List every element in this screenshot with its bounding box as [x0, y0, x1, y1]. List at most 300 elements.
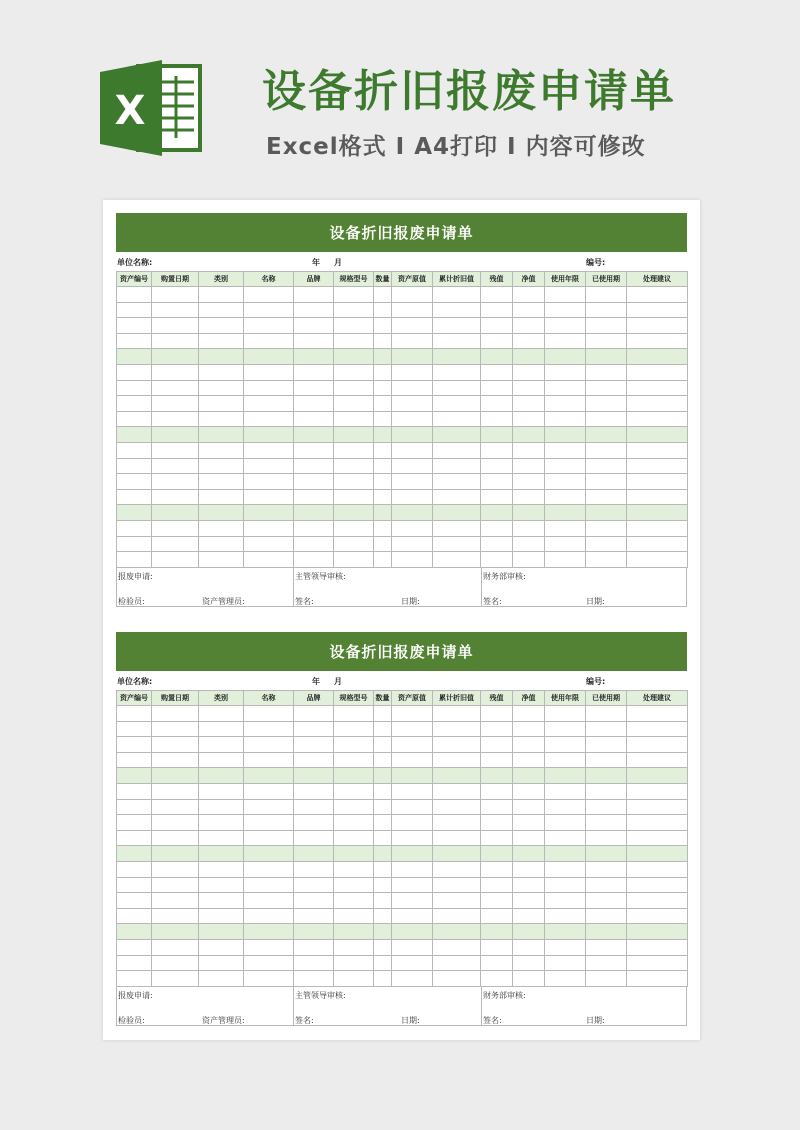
- table-cell[interactable]: [513, 971, 545, 987]
- table-cell[interactable]: [433, 287, 481, 303]
- table-cell[interactable]: [244, 505, 294, 521]
- table-cell[interactable]: [152, 721, 199, 737]
- table-cell[interactable]: [627, 458, 688, 474]
- table-cell[interactable]: [627, 908, 688, 924]
- table-cell[interactable]: [545, 474, 586, 490]
- table-cell[interactable]: [244, 442, 294, 458]
- table-cell[interactable]: [294, 846, 334, 862]
- table-cell[interactable]: [374, 768, 392, 784]
- table-cell[interactable]: [433, 364, 481, 380]
- approval-cell[interactable]: [482, 568, 688, 606]
- table-cell[interactable]: [152, 318, 199, 334]
- table-cell[interactable]: [117, 287, 152, 303]
- table-cell[interactable]: [374, 287, 392, 303]
- table-cell[interactable]: [244, 364, 294, 380]
- table-cell[interactable]: [334, 520, 374, 536]
- table-cell[interactable]: [374, 799, 392, 815]
- table-cell[interactable]: [334, 396, 374, 412]
- table-cell[interactable]: [481, 830, 513, 846]
- table-cell[interactable]: [374, 721, 392, 737]
- table-cell[interactable]: [586, 380, 627, 396]
- table-cell[interactable]: [586, 489, 627, 505]
- table-cell[interactable]: [244, 752, 294, 768]
- table-cell[interactable]: [513, 505, 545, 521]
- table-cell[interactable]: [392, 955, 433, 971]
- table-cell[interactable]: [294, 815, 334, 831]
- table-cell[interactable]: [334, 955, 374, 971]
- table-cell[interactable]: [199, 799, 244, 815]
- table-cell[interactable]: [152, 893, 199, 909]
- table-cell[interactable]: [545, 287, 586, 303]
- table-cell[interactable]: [199, 520, 244, 536]
- table-cell[interactable]: [244, 846, 294, 862]
- table-cell[interactable]: [244, 536, 294, 552]
- table-cell[interactable]: [545, 752, 586, 768]
- table-cell[interactable]: [627, 520, 688, 536]
- table-cell[interactable]: [199, 427, 244, 443]
- table-cell[interactable]: [152, 924, 199, 940]
- table-cell[interactable]: [334, 924, 374, 940]
- table-cell[interactable]: [374, 939, 392, 955]
- table-cell[interactable]: [117, 768, 152, 784]
- table-cell[interactable]: [433, 520, 481, 536]
- table-cell[interactable]: [334, 908, 374, 924]
- approval-cell[interactable]: [117, 987, 294, 1025]
- table-cell[interactable]: [117, 752, 152, 768]
- table-cell[interactable]: [627, 552, 688, 568]
- table-cell[interactable]: [627, 846, 688, 862]
- table-cell[interactable]: [374, 830, 392, 846]
- table-cell[interactable]: [586, 752, 627, 768]
- table-cell[interactable]: [152, 783, 199, 799]
- table-cell[interactable]: [513, 552, 545, 568]
- table-cell[interactable]: [545, 721, 586, 737]
- table-cell[interactable]: [334, 815, 374, 831]
- table-cell[interactable]: [392, 349, 433, 365]
- table-cell[interactable]: [334, 318, 374, 334]
- table-cell[interactable]: [374, 349, 392, 365]
- table-cell[interactable]: [481, 783, 513, 799]
- table-cell[interactable]: [374, 333, 392, 349]
- table-cell[interactable]: [586, 302, 627, 318]
- table-cell[interactable]: [627, 955, 688, 971]
- table-cell[interactable]: [334, 287, 374, 303]
- table-cell[interactable]: [294, 939, 334, 955]
- table-cell[interactable]: [244, 768, 294, 784]
- table-cell[interactable]: [392, 427, 433, 443]
- table-cell[interactable]: [152, 846, 199, 862]
- table-cell[interactable]: [334, 752, 374, 768]
- table-cell[interactable]: [334, 474, 374, 490]
- table-cell[interactable]: [586, 474, 627, 490]
- table-cell[interactable]: [586, 721, 627, 737]
- table-cell[interactable]: [294, 971, 334, 987]
- table-cell[interactable]: [433, 380, 481, 396]
- table-cell[interactable]: [433, 893, 481, 909]
- table-cell[interactable]: [334, 830, 374, 846]
- table-cell[interactable]: [152, 442, 199, 458]
- table-cell[interactable]: [586, 939, 627, 955]
- table-cell[interactable]: [152, 752, 199, 768]
- table-cell[interactable]: [586, 318, 627, 334]
- table-cell[interactable]: [199, 489, 244, 505]
- table-cell[interactable]: [545, 706, 586, 722]
- table-cell[interactable]: [545, 318, 586, 334]
- table-cell[interactable]: [627, 815, 688, 831]
- table-cell[interactable]: [117, 349, 152, 365]
- table-cell[interactable]: [334, 737, 374, 753]
- table-cell[interactable]: [586, 364, 627, 380]
- table-cell[interactable]: [545, 737, 586, 753]
- table-cell[interactable]: [374, 442, 392, 458]
- table-cell[interactable]: [433, 442, 481, 458]
- table-cell[interactable]: [586, 427, 627, 443]
- table-cell[interactable]: [392, 939, 433, 955]
- table-cell[interactable]: [586, 505, 627, 521]
- table-cell[interactable]: [374, 536, 392, 552]
- table-cell[interactable]: [586, 799, 627, 815]
- table-cell[interactable]: [199, 458, 244, 474]
- table-cell[interactable]: [244, 830, 294, 846]
- table-cell[interactable]: [117, 706, 152, 722]
- table-cell[interactable]: [513, 458, 545, 474]
- table-cell[interactable]: [152, 971, 199, 987]
- table-cell[interactable]: [199, 737, 244, 753]
- table-cell[interactable]: [244, 783, 294, 799]
- table-cell[interactable]: [545, 427, 586, 443]
- table-cell[interactable]: [294, 489, 334, 505]
- table-cell[interactable]: [117, 552, 152, 568]
- table-cell[interactable]: [513, 752, 545, 768]
- table-cell[interactable]: [117, 924, 152, 940]
- table-cell[interactable]: [513, 924, 545, 940]
- table-cell[interactable]: [545, 349, 586, 365]
- table-cell[interactable]: [117, 474, 152, 490]
- table-cell[interactable]: [392, 846, 433, 862]
- table-cell[interactable]: [374, 752, 392, 768]
- table-cell[interactable]: [627, 830, 688, 846]
- table-cell[interactable]: [244, 939, 294, 955]
- table-cell[interactable]: [513, 877, 545, 893]
- table-cell[interactable]: [117, 411, 152, 427]
- table-cell[interactable]: [481, 536, 513, 552]
- table-cell[interactable]: [334, 349, 374, 365]
- table-cell[interactable]: [627, 877, 688, 893]
- table-cell[interactable]: [294, 924, 334, 940]
- table-cell[interactable]: [481, 318, 513, 334]
- table-cell[interactable]: [199, 411, 244, 427]
- table-cell[interactable]: [392, 799, 433, 815]
- table-cell[interactable]: [199, 939, 244, 955]
- table-cell[interactable]: [586, 737, 627, 753]
- table-cell[interactable]: [392, 333, 433, 349]
- table-cell[interactable]: [513, 536, 545, 552]
- table-cell[interactable]: [433, 846, 481, 862]
- table-cell[interactable]: [244, 302, 294, 318]
- table-cell[interactable]: [627, 536, 688, 552]
- table-cell[interactable]: [244, 721, 294, 737]
- table-cell[interactable]: [199, 505, 244, 521]
- table-cell[interactable]: [117, 520, 152, 536]
- table-cell[interactable]: [199, 380, 244, 396]
- table-cell[interactable]: [117, 427, 152, 443]
- table-cell[interactable]: [374, 552, 392, 568]
- table-cell[interactable]: [152, 939, 199, 955]
- table-cell[interactable]: [392, 752, 433, 768]
- table-cell[interactable]: [392, 721, 433, 737]
- table-cell[interactable]: [374, 427, 392, 443]
- table-cell[interactable]: [199, 552, 244, 568]
- table-cell[interactable]: [374, 411, 392, 427]
- table-cell[interactable]: [513, 364, 545, 380]
- table-cell[interactable]: [199, 396, 244, 412]
- table-cell[interactable]: [294, 955, 334, 971]
- table-cell[interactable]: [513, 737, 545, 753]
- table-cell[interactable]: [392, 783, 433, 799]
- table-cell[interactable]: [199, 893, 244, 909]
- table-cell[interactable]: [481, 752, 513, 768]
- table-cell[interactable]: [117, 861, 152, 877]
- table-cell[interactable]: [586, 536, 627, 552]
- table-cell[interactable]: [374, 396, 392, 412]
- table-cell[interactable]: [334, 505, 374, 521]
- table-cell[interactable]: [586, 893, 627, 909]
- table-cell[interactable]: [199, 287, 244, 303]
- table-cell[interactable]: [545, 815, 586, 831]
- table-cell[interactable]: [294, 752, 334, 768]
- table-cell[interactable]: [545, 380, 586, 396]
- table-cell[interactable]: [374, 908, 392, 924]
- table-cell[interactable]: [152, 287, 199, 303]
- table-cell[interactable]: [586, 971, 627, 987]
- table-cell[interactable]: [481, 333, 513, 349]
- table-cell[interactable]: [294, 908, 334, 924]
- table-cell[interactable]: [294, 877, 334, 893]
- table-cell[interactable]: [199, 349, 244, 365]
- table-cell[interactable]: [545, 924, 586, 940]
- table-cell[interactable]: [199, 364, 244, 380]
- table-cell[interactable]: [294, 768, 334, 784]
- table-cell[interactable]: [392, 536, 433, 552]
- table-cell[interactable]: [294, 721, 334, 737]
- table-cell[interactable]: [627, 427, 688, 443]
- table-cell[interactable]: [334, 442, 374, 458]
- table-cell[interactable]: [627, 752, 688, 768]
- table-cell[interactable]: [392, 861, 433, 877]
- table-cell[interactable]: [392, 505, 433, 521]
- table-cell[interactable]: [481, 706, 513, 722]
- table-cell[interactable]: [244, 474, 294, 490]
- table-cell[interactable]: [392, 380, 433, 396]
- table-cell[interactable]: [545, 396, 586, 412]
- table-cell[interactable]: [545, 536, 586, 552]
- table-cell[interactable]: [294, 380, 334, 396]
- table-cell[interactable]: [199, 333, 244, 349]
- table-cell[interactable]: [513, 783, 545, 799]
- table-cell[interactable]: [433, 737, 481, 753]
- approval-cell[interactable]: [294, 987, 482, 1025]
- table-cell[interactable]: [586, 846, 627, 862]
- table-cell[interactable]: [199, 971, 244, 987]
- table-cell[interactable]: [627, 302, 688, 318]
- table-cell[interactable]: [545, 799, 586, 815]
- table-cell[interactable]: [374, 877, 392, 893]
- table-cell[interactable]: [513, 333, 545, 349]
- table-cell[interactable]: [392, 458, 433, 474]
- table-cell[interactable]: [433, 552, 481, 568]
- table-cell[interactable]: [244, 520, 294, 536]
- table-cell[interactable]: [244, 552, 294, 568]
- table-cell[interactable]: [545, 458, 586, 474]
- table-cell[interactable]: [244, 489, 294, 505]
- table-cell[interactable]: [545, 489, 586, 505]
- table-cell[interactable]: [545, 364, 586, 380]
- table-cell[interactable]: [392, 908, 433, 924]
- table-cell[interactable]: [481, 520, 513, 536]
- table-cell[interactable]: [117, 846, 152, 862]
- table-cell[interactable]: [627, 364, 688, 380]
- table-cell[interactable]: [117, 721, 152, 737]
- table-cell[interactable]: [545, 908, 586, 924]
- table-cell[interactable]: [334, 893, 374, 909]
- table-cell[interactable]: [392, 489, 433, 505]
- table-cell[interactable]: [481, 971, 513, 987]
- table-cell[interactable]: [481, 505, 513, 521]
- table-cell[interactable]: [433, 955, 481, 971]
- table-cell[interactable]: [294, 442, 334, 458]
- table-cell[interactable]: [627, 768, 688, 784]
- table-cell[interactable]: [433, 505, 481, 521]
- table-cell[interactable]: [294, 893, 334, 909]
- table-cell[interactable]: [481, 396, 513, 412]
- table-cell[interactable]: [627, 318, 688, 334]
- table-cell[interactable]: [152, 520, 199, 536]
- table-cell[interactable]: [294, 799, 334, 815]
- table-cell[interactable]: [334, 302, 374, 318]
- table-cell[interactable]: [392, 877, 433, 893]
- table-cell[interactable]: [433, 783, 481, 799]
- table-cell[interactable]: [199, 442, 244, 458]
- table-cell[interactable]: [117, 458, 152, 474]
- table-cell[interactable]: [294, 706, 334, 722]
- table-cell[interactable]: [117, 489, 152, 505]
- table-cell[interactable]: [586, 908, 627, 924]
- table-cell[interactable]: [392, 815, 433, 831]
- table-cell[interactable]: [481, 799, 513, 815]
- table-cell[interactable]: [545, 783, 586, 799]
- table-cell[interactable]: [199, 706, 244, 722]
- table-cell[interactable]: [152, 908, 199, 924]
- table-cell[interactable]: [199, 302, 244, 318]
- table-cell[interactable]: [374, 737, 392, 753]
- table-cell[interactable]: [334, 846, 374, 862]
- table-cell[interactable]: [481, 427, 513, 443]
- table-cell[interactable]: [334, 783, 374, 799]
- table-cell[interactable]: [433, 939, 481, 955]
- table-cell[interactable]: [334, 427, 374, 443]
- table-cell[interactable]: [199, 815, 244, 831]
- table-cell[interactable]: [513, 489, 545, 505]
- table-cell[interactable]: [513, 846, 545, 862]
- table-cell[interactable]: [481, 380, 513, 396]
- table-cell[interactable]: [244, 411, 294, 427]
- table-cell[interactable]: [152, 333, 199, 349]
- table-cell[interactable]: [334, 458, 374, 474]
- table-cell[interactable]: [481, 768, 513, 784]
- table-cell[interactable]: [199, 721, 244, 737]
- table-cell[interactable]: [294, 287, 334, 303]
- table-cell[interactable]: [433, 318, 481, 334]
- table-cell[interactable]: [334, 799, 374, 815]
- table-cell[interactable]: [117, 877, 152, 893]
- table-cell[interactable]: [513, 520, 545, 536]
- table-cell[interactable]: [513, 318, 545, 334]
- table-cell[interactable]: [152, 552, 199, 568]
- table-cell[interactable]: [627, 349, 688, 365]
- table-cell[interactable]: [334, 939, 374, 955]
- table-cell[interactable]: [152, 799, 199, 815]
- table-cell[interactable]: [433, 861, 481, 877]
- table-cell[interactable]: [433, 536, 481, 552]
- table-cell[interactable]: [244, 458, 294, 474]
- table-cell[interactable]: [392, 396, 433, 412]
- table-cell[interactable]: [244, 287, 294, 303]
- table-cell[interactable]: [627, 442, 688, 458]
- table-cell[interactable]: [545, 302, 586, 318]
- table-cell[interactable]: [374, 489, 392, 505]
- table-cell[interactable]: [481, 955, 513, 971]
- table-cell[interactable]: [586, 706, 627, 722]
- table-cell[interactable]: [545, 955, 586, 971]
- table-cell[interactable]: [199, 752, 244, 768]
- table-cell[interactable]: [481, 893, 513, 909]
- table-cell[interactable]: [152, 737, 199, 753]
- table-cell[interactable]: [545, 552, 586, 568]
- table-cell[interactable]: [586, 552, 627, 568]
- table-cell[interactable]: [545, 505, 586, 521]
- table-cell[interactable]: [334, 536, 374, 552]
- table-cell[interactable]: [545, 411, 586, 427]
- table-cell[interactable]: [481, 846, 513, 862]
- table-cell[interactable]: [586, 768, 627, 784]
- table-cell[interactable]: [294, 783, 334, 799]
- table-cell[interactable]: [627, 799, 688, 815]
- table-cell[interactable]: [433, 752, 481, 768]
- table-cell[interactable]: [334, 380, 374, 396]
- table-cell[interactable]: [294, 411, 334, 427]
- table-cell[interactable]: [586, 520, 627, 536]
- table-cell[interactable]: [244, 815, 294, 831]
- table-cell[interactable]: [545, 768, 586, 784]
- table-cell[interactable]: [244, 893, 294, 909]
- table-cell[interactable]: [481, 287, 513, 303]
- table-cell[interactable]: [513, 721, 545, 737]
- table-cell[interactable]: [294, 505, 334, 521]
- table-cell[interactable]: [199, 474, 244, 490]
- approval-cell[interactable]: [117, 568, 294, 606]
- table-cell[interactable]: [152, 474, 199, 490]
- table-cell[interactable]: [152, 706, 199, 722]
- table-cell[interactable]: [513, 893, 545, 909]
- table-cell[interactable]: [392, 411, 433, 427]
- table-cell[interactable]: [334, 411, 374, 427]
- table-cell[interactable]: [294, 364, 334, 380]
- table-cell[interactable]: [513, 815, 545, 831]
- table-cell[interactable]: [513, 349, 545, 365]
- table-cell[interactable]: [199, 536, 244, 552]
- table-cell[interactable]: [152, 830, 199, 846]
- table-cell[interactable]: [152, 302, 199, 318]
